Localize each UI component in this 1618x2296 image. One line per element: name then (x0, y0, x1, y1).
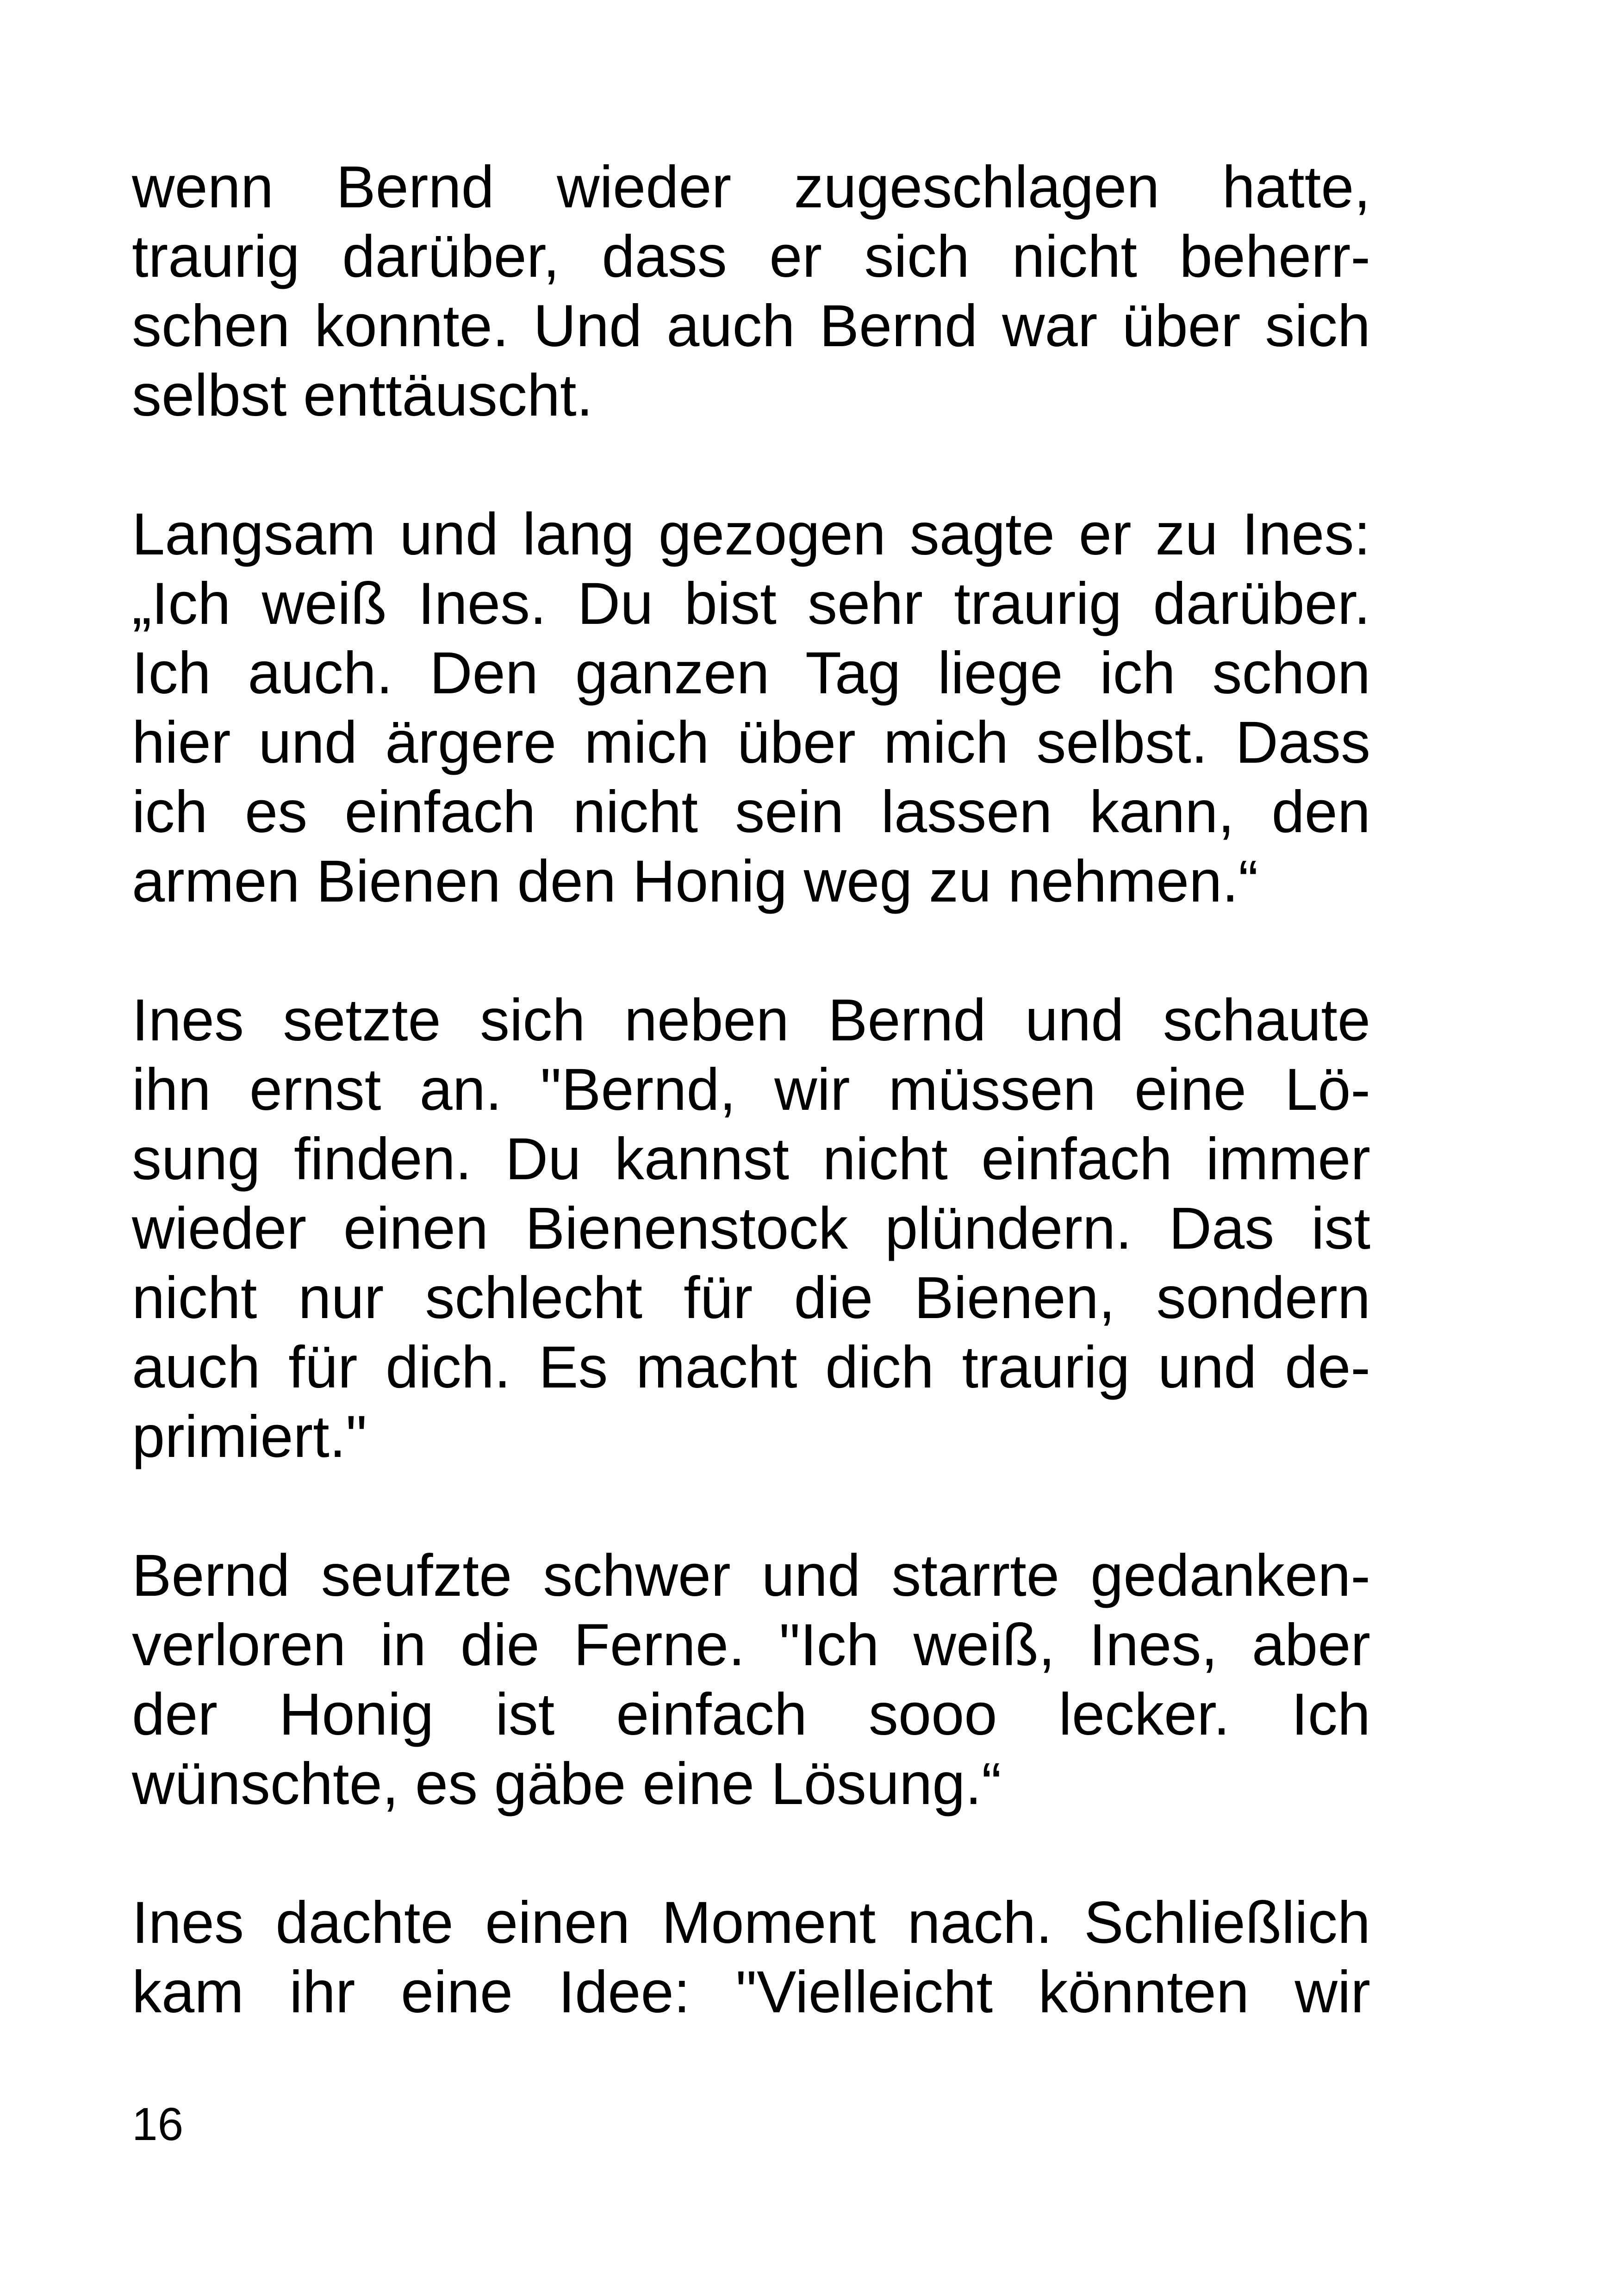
paragraph (132, 986, 1370, 1472)
paragraph-gap (132, 430, 1370, 500)
paragraph (132, 1541, 1370, 1819)
body-text (132, 153, 1370, 2027)
text-line: nicht nur schlecht für die Bienen, sondern (132, 1265, 1370, 1331)
text-line: ihn ernst an. "Bernd, wir müssen eine Lö- (132, 1057, 1370, 1123)
text-line: Ines dachte einen Moment nach. Schließlich (132, 1890, 1370, 1956)
text-line: Ich auch. Den ganzen Tag liege ich schon (132, 640, 1370, 706)
paragraph-gap (132, 1472, 1370, 1541)
text-line: „Ich weiß Ines. Du bist sehr traurig darüber. (132, 571, 1370, 637)
text-line: Bernd seufzte schwer und starrte gedanken- (132, 1543, 1370, 1609)
text-line: wieder einen Bienenstock plündern. Das ist (132, 1195, 1370, 1262)
paragraph-gap (132, 916, 1370, 986)
text-line: selbst enttäuscht. (132, 362, 593, 429)
text-line: der Honig ist einfach sooo lecker. Ich (132, 1681, 1370, 1748)
text-line: wünschte, es gäbe eine Lösung.“ (132, 1751, 1002, 1817)
text-line: kam ihr eine Idee: "Vielleicht könnten wir (132, 1959, 1370, 2025)
paragraph (132, 1888, 1370, 2027)
text-line: Langsam und lang gezogen sagte er zu Ines: (132, 501, 1370, 567)
text-line: traurig darüber, dass er sich nicht beherr- (132, 224, 1370, 290)
text-line: wenn Bernd wieder zugeschlagen hatte, (132, 154, 1370, 220)
text-line: auch für dich. Es macht dich traurig und de- (132, 1334, 1370, 1400)
text-line: verloren in die Ferne. "Ich weiß, Ines, aber (132, 1612, 1370, 1678)
text-line: hier und ärgere mich über mich selbst. Dass (132, 709, 1370, 776)
paragraph (132, 500, 1370, 916)
paragraph (132, 153, 1370, 430)
text-line: primiert." (132, 1404, 367, 1470)
text-line: ich es einfach nicht sein lassen kann, den (132, 779, 1370, 845)
text-line: Ines setzte sich neben Bernd und schaute (132, 987, 1370, 1053)
text-line: sung finden. Du kannst nicht einfach immer (132, 1126, 1370, 1192)
text-line: armen Bienen den Honig weg zu nehmen.“ (132, 848, 1258, 915)
page-number: 16 (132, 2098, 184, 2150)
text-line: schen konnte. Und auch Bernd war über sich (132, 293, 1370, 359)
paragraph-gap (132, 1819, 1370, 1888)
